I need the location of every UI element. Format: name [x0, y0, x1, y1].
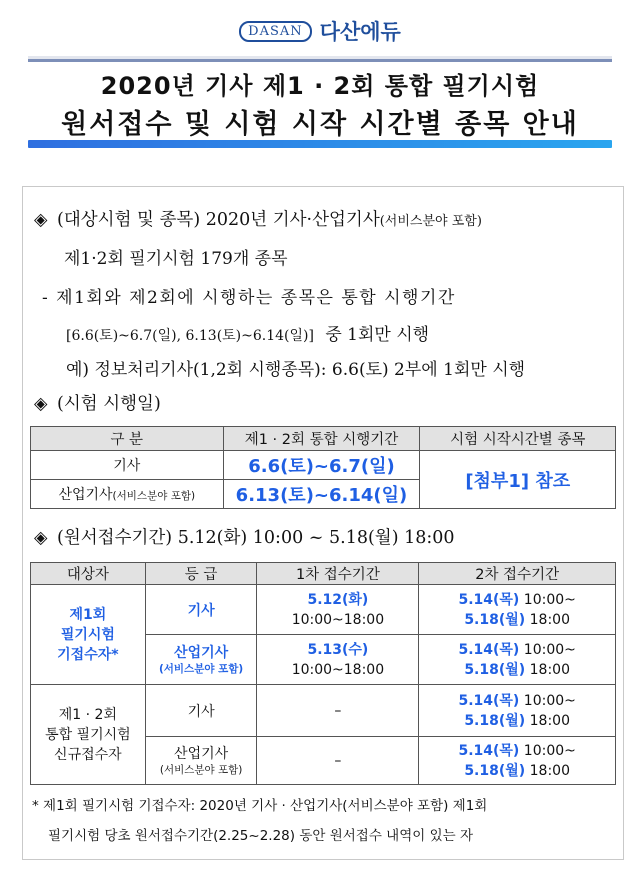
target-group-new: 제1 · 2회 통합 필기시험 신규접수자: [31, 685, 146, 785]
section1-heading-note: (서비스분야 포함): [379, 214, 482, 229]
title-bottom-rule: [28, 140, 612, 148]
section2-heading: [34, 390, 161, 415]
second-period-cell: 5.14(목) 10:00~ 5.18(월) 18:00: [419, 685, 616, 737]
exam-period-cell: 6.13(토)~6.14(일): [223, 480, 420, 509]
exam-schedule-header-subjects: 시험 시작시간별 종목: [420, 427, 616, 451]
section1-heading: [34, 206, 482, 231]
diamond-bullet-icon: ◈: [34, 528, 48, 548]
footnote-line2: 필기시험 당초 원서접수기간(2.25~2.28) 동안 원서접수 내역이 있는 자: [48, 828, 473, 844]
table-row: [31, 585, 616, 635]
grade-cell: 기사: [145, 585, 257, 635]
footnote-line1: * 제1회 필기시험 기접수자: 2020년 기사 · 산업기사(서비스분야 포함) 제1회: [32, 798, 488, 814]
section2-heading-text: (시험 시행일): [57, 394, 161, 414]
section1-line4-dates: [6.6(토)~6.7(일), 6.13(토)~6.14(일)]: [66, 328, 314, 344]
grade-cell: 기사: [145, 685, 257, 737]
exam-schedule-header-category: 구 분: [31, 427, 224, 451]
exam-period-cell: 6.6(토)~6.7(일): [223, 451, 420, 480]
diamond-bullet-icon: ◈: [34, 394, 48, 414]
document-title-line2: 원서접수 및 시험 시작 시간별 종목 안내: [61, 109, 579, 140]
exam-category-cell: 산업기사(서비스분야 포함): [31, 480, 224, 509]
first-period-cell: –: [257, 685, 419, 737]
diamond-bullet-icon: ◈: [34, 210, 48, 230]
application-header-grade: 등 급: [145, 563, 257, 585]
application-header-target: 대상자: [31, 563, 146, 585]
title-top-rule: [28, 56, 612, 62]
grade-cell: 산업기사 (서비스분야 포함): [145, 737, 257, 785]
first-period-cell: 5.12(화) 10:00~18:00: [257, 585, 419, 635]
dasan-logo-text: 다산에듀: [319, 20, 401, 44]
exam-category-cell: 기사: [31, 451, 224, 480]
section1-line2: 제1·2회 필기시험 179개 종목: [64, 249, 288, 269]
document-title-line1: 2020년 기사 제1 · 2회 통합 필기시험: [100, 72, 540, 100]
exam-schedule-table: [30, 426, 616, 509]
dasan-logo: [0, 16, 640, 46]
section1-line4: [66, 320, 429, 345]
section1-line3: - 제1회와 제2회에 시행하는 종목은 통합 시행기간: [42, 288, 456, 308]
section3-heading: [34, 524, 455, 549]
section3-heading-text: (원서접수기간) 5.12(화) 10:00 ~ 5.18(월) 18:00: [57, 528, 455, 548]
application-header-second: 2차 접수기간: [419, 563, 616, 585]
section1-heading-text: (대상시험 및 종목) 2020년 기사·산업기사: [57, 210, 380, 230]
grade-cell: 산업기사 (서비스분야 포함): [145, 635, 257, 685]
exam-reference-cell: [첨부1] 참조: [420, 451, 616, 509]
table-row: [31, 685, 616, 737]
second-period-cell: 5.14(목) 10:00~ 5.18(월) 18:00: [419, 635, 616, 685]
first-period-cell: 5.13(수) 10:00~18:00: [257, 635, 419, 685]
second-period-cell: 5.14(목) 10:00~ 5.18(월) 18:00: [419, 737, 616, 785]
exam-schedule-header-period: 제1 · 2회 통합 시행기간: [223, 427, 420, 451]
section1-line4-rest: 중 1회만 시행: [325, 325, 430, 345]
second-period-cell: 5.14(목) 10:00~ 5.18(월) 18:00: [419, 585, 616, 635]
application-period-table: [30, 562, 616, 785]
first-period-cell: –: [257, 737, 419, 785]
application-header-first: 1차 접수기간: [257, 563, 419, 585]
table-row: [31, 451, 616, 480]
target-group-existing: 제1회 필기시험 기접수자*: [31, 585, 146, 685]
dasan-logo-mark: DASAN: [239, 21, 311, 42]
section1-line5: 예) 정보처리기사(1,2회 시행종목): 6.6(토) 2부에 1회만 시행: [66, 360, 526, 380]
